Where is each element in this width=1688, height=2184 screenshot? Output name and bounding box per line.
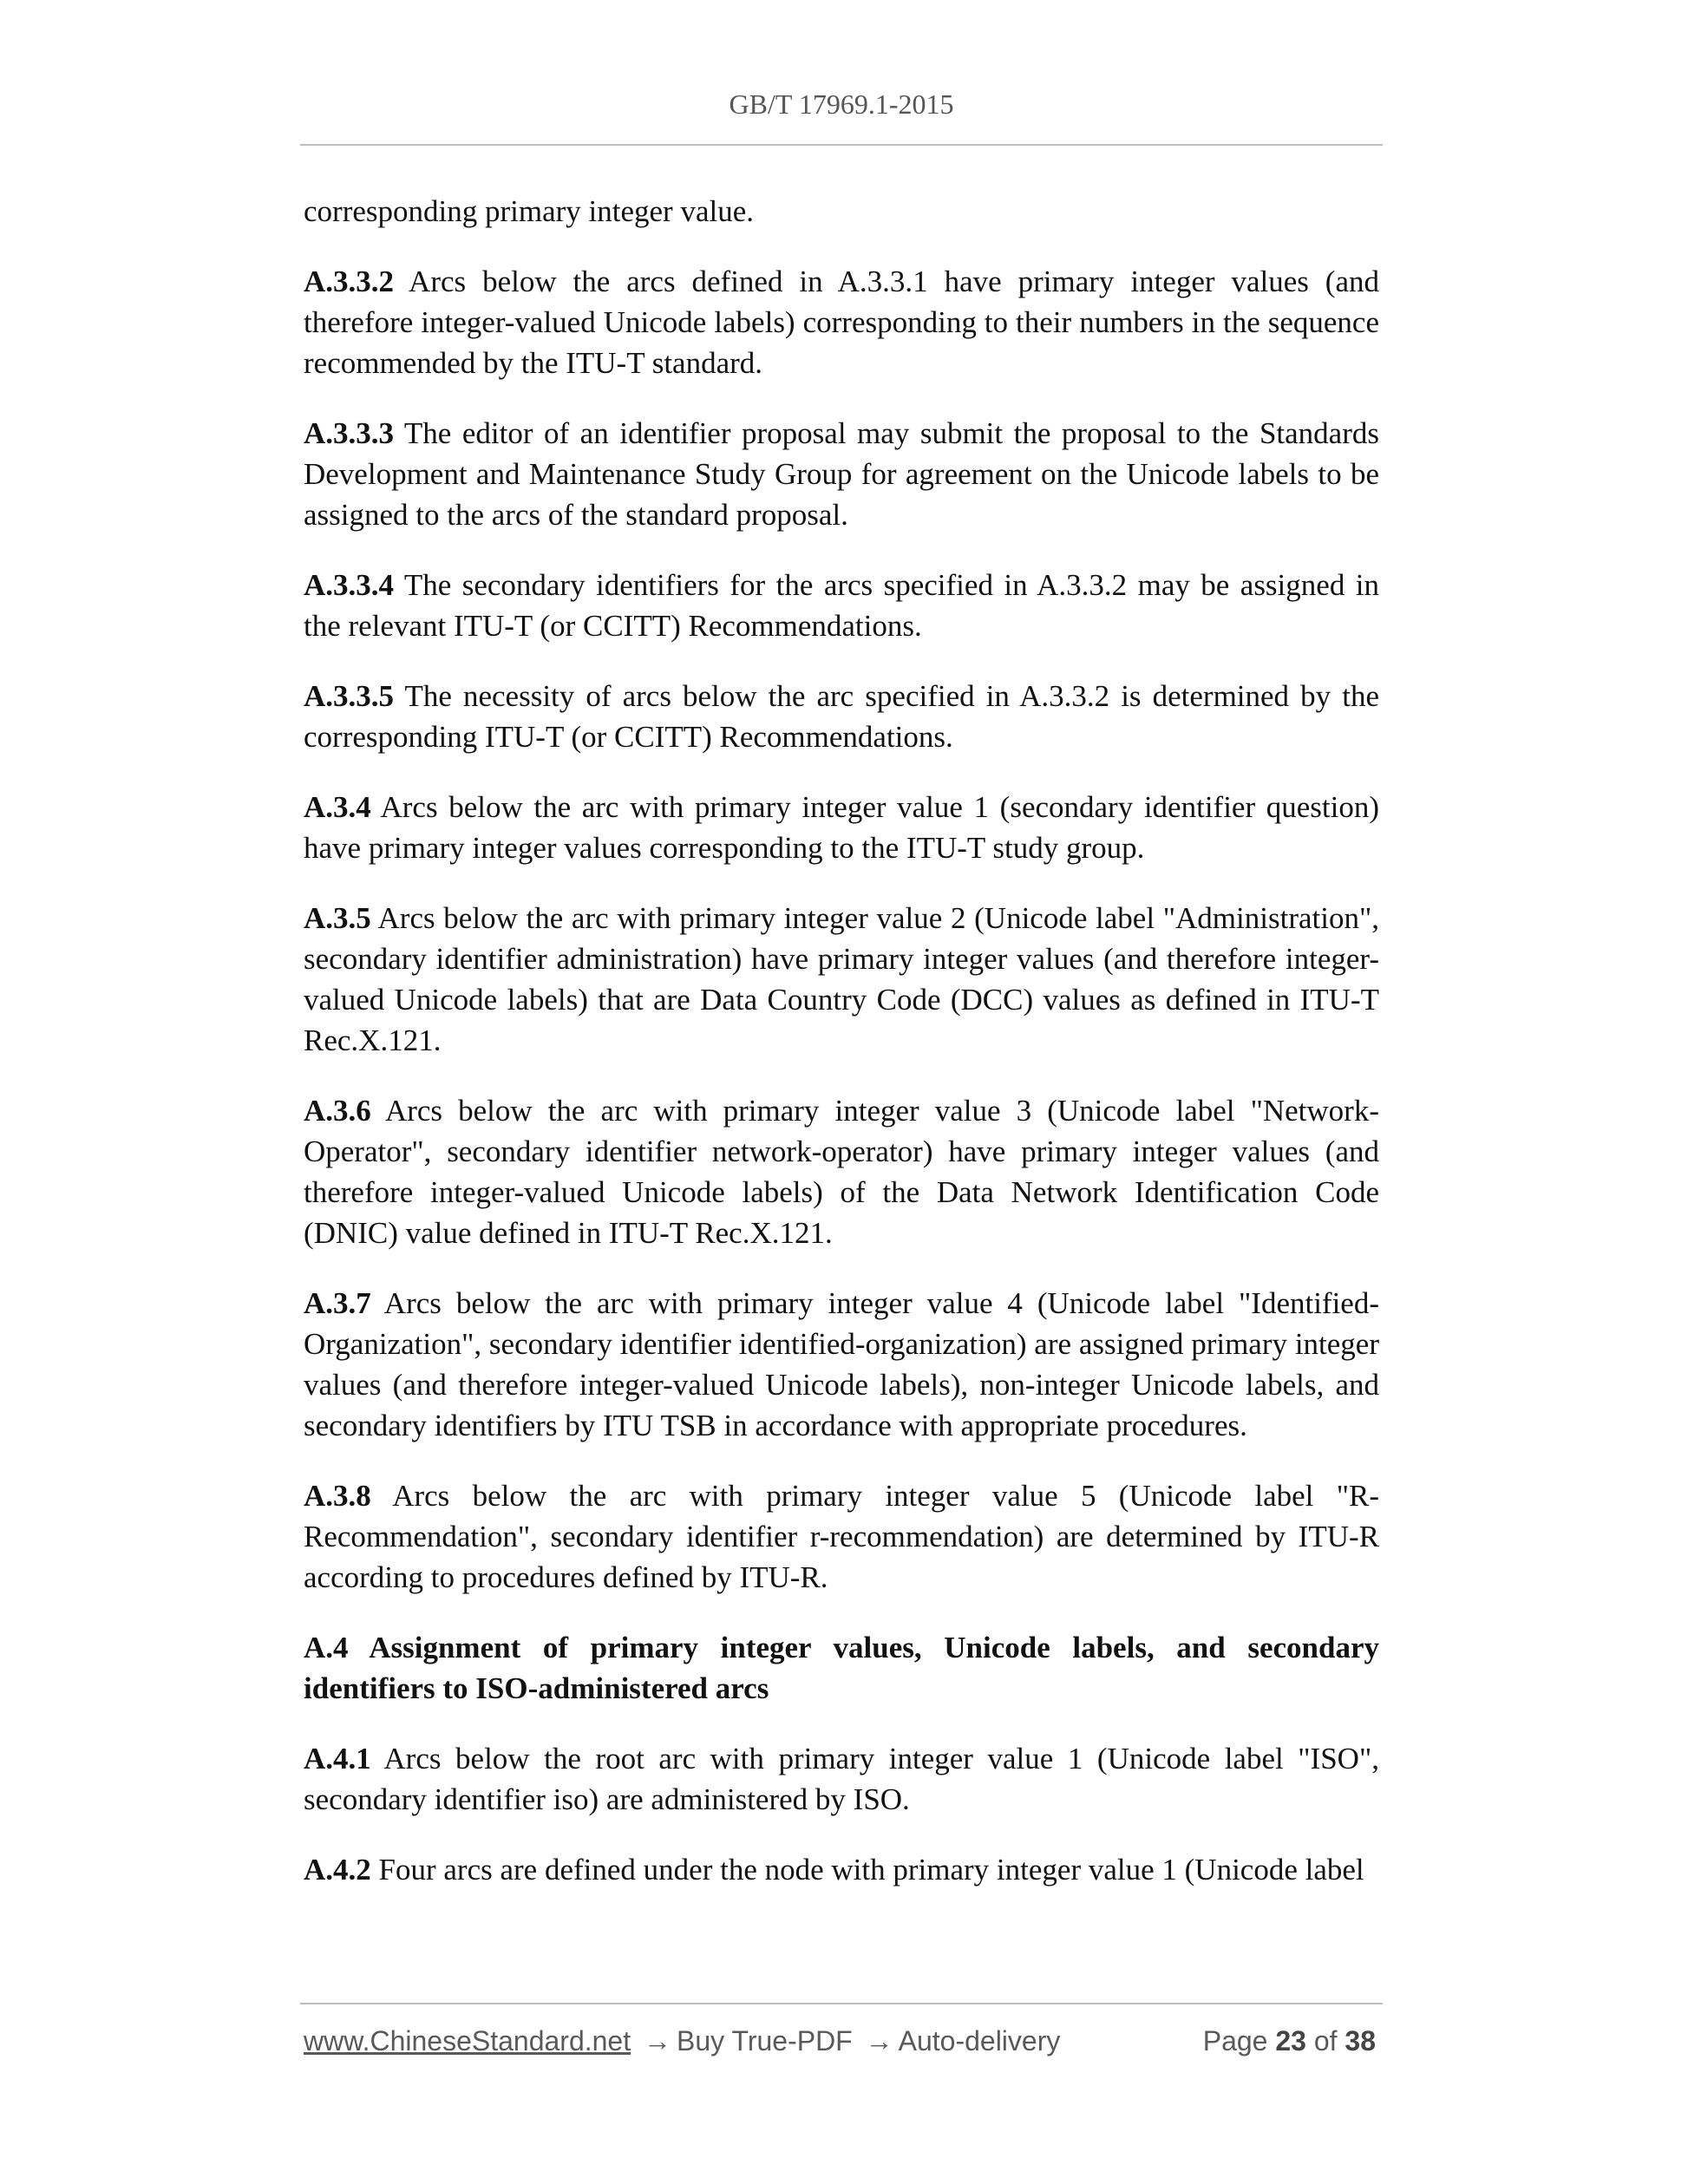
clause-number: A.3.3.5 [304,679,395,713]
clause-number: A.4.2 [304,1853,371,1886]
auto-delivery-text: Auto-delivery [898,2025,1061,2056]
clause-number: A.3.6 [304,1094,371,1128]
clause-a-4-2 [304,1849,1379,1890]
page-label: Page [1202,2025,1268,2056]
section-heading-a-4: A.4 Assignment of primary integer values, Unicode labels, and secondary identifiers to ISO-administered arcs [304,1631,1379,1705]
clause-number: A.3.3.3 [304,416,395,450]
clause-a-3-6 [304,1090,1379,1253]
clause-text: The secondary identifiers for the arcs specified in A.3.3.2 may be assigned in the relevant ITU-T (or CCITT) Recommendations. [304,568,1379,643]
buy-true-pdf-text: Buy True-PDF [677,2025,853,2056]
clause-a-3-3-4 [304,565,1379,646]
clause-a-3-3-2 [304,261,1379,383]
clause-text: Arcs below the arc with primary integer value 1 (secondary identifier question) have primary integer values corresponding to the ITU-T study group. [304,790,1379,865]
footer-divider [300,2003,1383,2004]
arrow-right-icon: → [644,2025,671,2056]
clause-number: A.3.8 [304,1479,371,1513]
clause-a-3-8 [304,1475,1379,1598]
document-body [304,191,1379,1919]
clause-text: Arcs below the arc with primary integer value 3 (Unicode label "Network-Operator", secondary identifier network-operator) have primary integer values (and therefore integer-valued Unicode labels) of the Data Network Identification Code (DNIC) value defined in ITU-T Rec.X.121. [304,1094,1379,1250]
clause-number: A.3.7 [304,1286,371,1320]
clause-text: Four arcs are defined under the node with primary integer value 1 (Unicode label [378,1853,1364,1886]
clause-a-3-4 [304,787,1379,868]
arrow-right-icon: → [865,2025,893,2056]
intro-paragraph: corresponding primary integer value. [304,194,754,228]
page-total: 38 [1345,2025,1376,2056]
clause-a-3-5 [304,898,1379,1061]
page-header-title: GB/T 17969.1-2015 [729,88,954,120]
page-current: 23 [1275,2025,1306,2056]
clause-a-3-7 [304,1283,1379,1446]
clause-a-4-1 [304,1738,1379,1820]
clause-text: Arcs below the arc with primary integer value 5 (Unicode label "R-Recommendation", secondary identifier r-recommendation) are determined by ITU-R according to procedures defined by ITU-R. [304,1479,1379,1594]
footer-promo [304,2025,1060,2057]
clause-number: A.3.4 [304,790,371,824]
page-indicator [1203,2025,1376,2057]
header-divider [300,144,1383,146]
clause-number: A.4.1 [304,1742,371,1775]
page-of-label: of [1313,2025,1338,2056]
clause-number: A.3.3.2 [304,265,395,298]
clause-number: A.3.3.4 [304,568,395,602]
page-footer [304,2025,1379,2067]
clause-text: The editor of an identifier proposal may submit the proposal to the Standards Development and Maintenance Study Group for agreement on the Unicode labels to be assigned to the arcs of the standard proposal. [304,416,1379,532]
clause-number: A.3.5 [304,901,371,935]
clause-text: Arcs below the root arc with primary integer value 1 (Unicode label "ISO", secondary identifier iso) are administered by ISO. [304,1742,1379,1816]
clause-text: The necessity of arcs below the arc specified in A.3.3.2 is determined by the corresponding ITU-T (or CCITT) Recommendations. [304,679,1379,754]
clause-a-3-3-5 [304,676,1379,757]
clause-text: Arcs below the arcs defined in A.3.3.1 have primary integer values (and therefore integer-valued Unicode labels) corresponding to their numbers in the sequence recommended by the ITU-T standard. [304,265,1379,380]
clause-text: Arcs below the arc with primary integer value 4 (Unicode label "Identified-Organization", secondary identifier identified-organization) are assigned primary integer values (and therefore integer-valued Unicode labels), non-integer Unicode labels, and secondary identifiers by ITU TSB in accordance with appropriate procedures. [304,1286,1379,1442]
clause-text: Arcs below the arc with primary integer value 2 (Unicode label "Administration", secondary identifier administration) have primary integer values (and therefore integer-valued Unicode labels) that are Data Country Code (DCC) values as defined in ITU-T Rec.X.121. [304,901,1379,1057]
site-link[interactable]: www.ChineseStandard.net [304,2025,631,2056]
clause-a-3-3-3 [304,413,1379,535]
